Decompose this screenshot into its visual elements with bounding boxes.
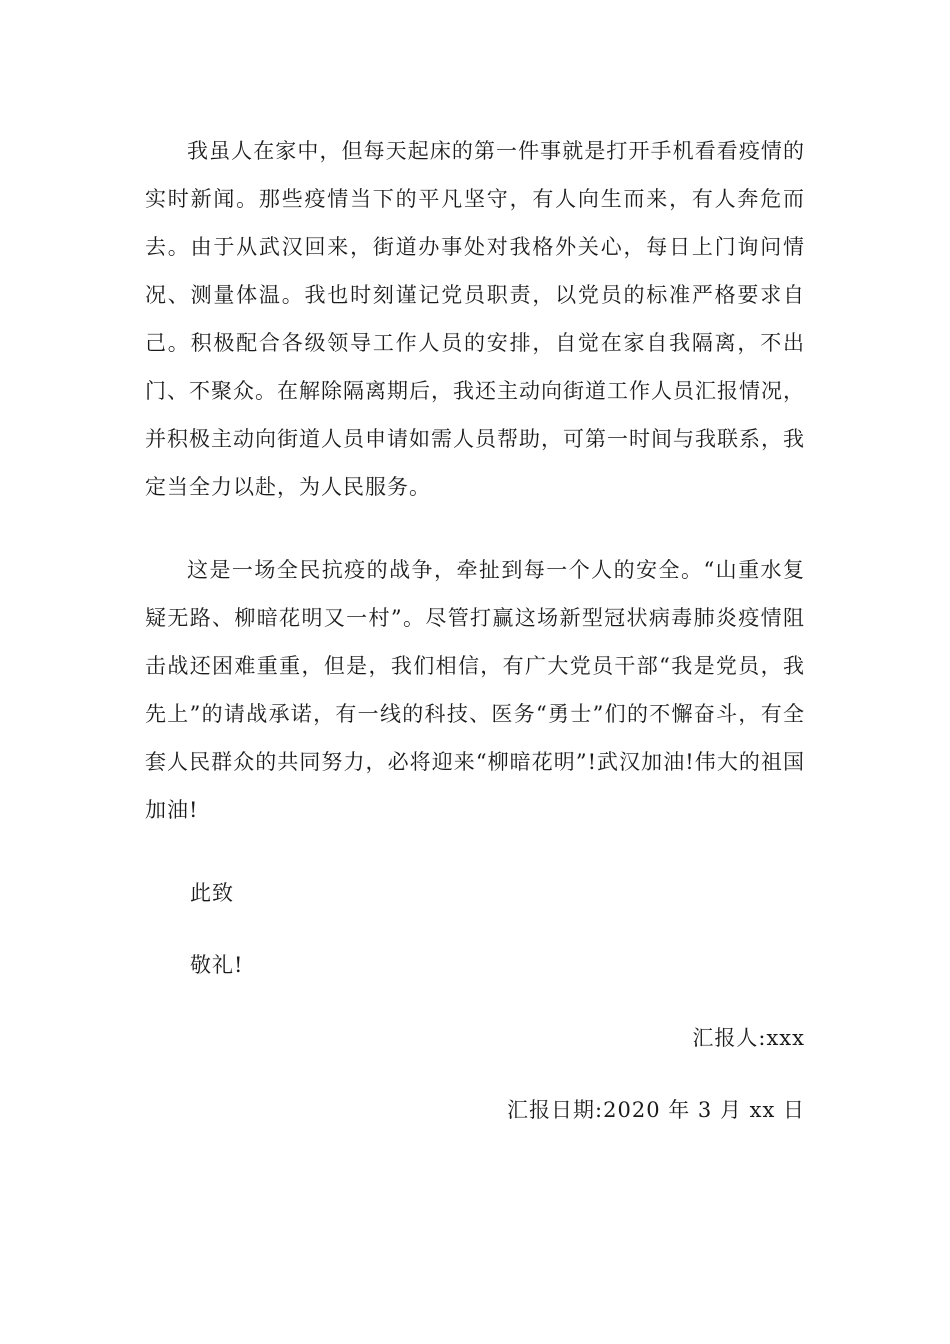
body-paragraph-1: 我虽人在家中，但每天起床的第一件事就是打开手机看看疫情的实时新闻。那些疫情当下的平凡坚守，有人向生而来，有人奔危而去。由于从武汉回来，街道办事处对我格外关心，每日上门询问情况、测量体温。我也时刻谨记党员职责，以党员的标准严格要求自己。积极配合各级领导工作人员的安排，自觉在家自我隔离，不出门、不聚众。在解除隔离期后，我还主动向街道工作人员汇报情况，并积极主动向街道人员申请如需人员帮助，可第一时间与我联系，我定当全力以赴，为人民服务。	[145, 139, 805, 499]
reporter-signature: 汇报人:xxx	[692, 1026, 805, 1050]
closing-salutation: 此致	[190, 881, 234, 905]
body-paragraph-2: 这是一场全民抗疫的战争，牵扯到每一个人的安全。“山重水复疑无路、柳暗花明又一村”。尽管打赢这场新型冠状病毒肺炎疫情阻击战还困难重重，但是，我们相信，有广大党员干部“我是党员，我先上”的请战承诺，有一线的科技、医务“勇士”们的不懈奋斗，有全套人民群众的共同努力，必将迎来“柳暗花明”!武汉加油!伟大的祖国加油!	[145, 558, 805, 822]
report-date: 汇报日期:2020 年 3 月 xx 日	[507, 1098, 805, 1122]
closing-regards: 敬礼!	[190, 953, 244, 977]
